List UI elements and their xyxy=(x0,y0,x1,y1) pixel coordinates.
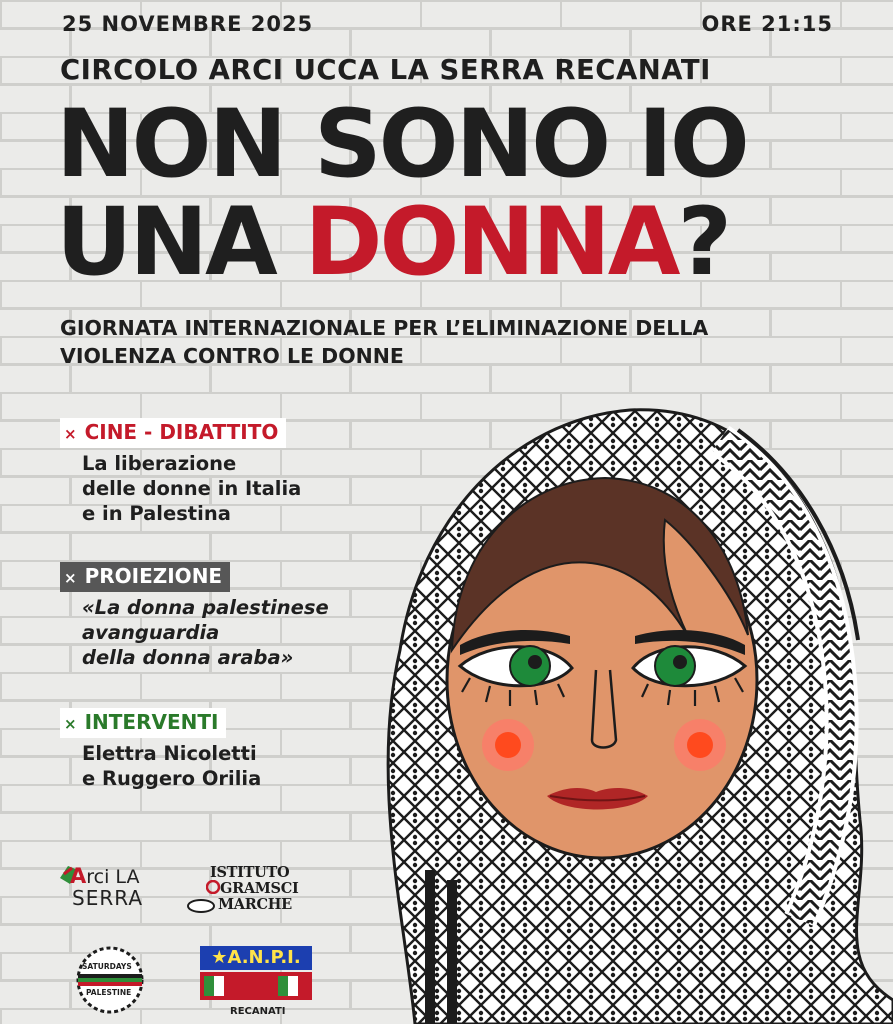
section-3-heading: INTERVENTI xyxy=(84,710,219,734)
arci-la-serra-logo xyxy=(58,862,168,912)
section-1-description xyxy=(82,451,301,526)
gramsci-red-g-icon xyxy=(206,880,220,894)
saturdays-top-text: SATURDAYS xyxy=(82,962,132,971)
event-time: ORE 21:15 xyxy=(701,12,833,36)
anpi-name xyxy=(200,946,312,970)
italian-flag-icon xyxy=(204,976,234,996)
section-1-line: e in Palestina xyxy=(82,502,231,525)
section-2-line: della donna araba» xyxy=(82,646,294,669)
arci-logo-line-2: SERRA xyxy=(72,886,143,910)
section-cine-dibattito xyxy=(60,418,301,526)
event-date: 25 NOVEMBRE 2025 xyxy=(62,12,314,36)
cross-marker-icon: × xyxy=(64,425,77,443)
poster-title xyxy=(56,90,747,297)
section-proiezione xyxy=(60,562,329,670)
section-1-heading: CINE - DIBATTITO xyxy=(84,420,279,444)
istituto-gramsci-marche-logo xyxy=(186,864,306,916)
title-line-2 xyxy=(56,188,747,297)
title-line-1: NON SONO IO xyxy=(56,90,747,199)
section-2-line: avanguardia xyxy=(82,621,220,644)
anpi-name-text: A.N.P.I. xyxy=(227,947,301,968)
italian-flag-icon xyxy=(278,976,308,996)
section-2-line: «La donna palestinese xyxy=(82,596,329,619)
arci-logo-text: rci LA xyxy=(86,866,140,888)
anpi-recanati-logo xyxy=(200,946,314,1024)
section-3-line: e Ruggero Orilia xyxy=(82,767,262,790)
woman-keffiyeh-illustration xyxy=(360,400,893,1024)
section-3-description xyxy=(82,741,261,791)
arci-logo-line-1 xyxy=(70,864,139,888)
anpi-star-icon: ★ xyxy=(211,947,228,968)
gramsci-ellipse-icon xyxy=(186,898,216,914)
saturdays-bottom-text: PALESTINE xyxy=(86,988,132,997)
section-2-heading: PROIEZIONE xyxy=(84,564,223,588)
event-venue: CIRCOLO ARCI UCCA LA SERRA RECANATI xyxy=(60,54,711,86)
title-question-mark: ? xyxy=(677,188,730,297)
gramsci-logo-line-1: ISTITUTO xyxy=(210,864,290,881)
section-3-heading-tag xyxy=(60,708,226,738)
section-1-line: La liberazione xyxy=(82,452,237,475)
anpi-city: RECANATI xyxy=(230,1006,286,1017)
title-highlight-donna: DONNA xyxy=(304,188,678,297)
cross-marker-icon: × xyxy=(64,715,77,733)
subtitle-line-1: GIORNATA INTERNAZIONALE PER L’ELIMINAZIONE DELLA xyxy=(60,316,709,340)
arci-logo-letter-a: A xyxy=(70,864,87,888)
gramsci-logo-line-3: MARCHE xyxy=(218,896,292,913)
section-2-heading-tag xyxy=(60,562,230,592)
saturdays-badge-icon xyxy=(70,944,150,1014)
section-interventi xyxy=(60,708,261,791)
anpi-flag-band xyxy=(200,972,312,1000)
section-1-line: delle donne in Italia xyxy=(82,477,302,500)
section-3-line: Elettra Nicoletti xyxy=(82,742,257,765)
gramsci-logo-line-2: GRAMSCI xyxy=(220,880,299,897)
section-2-description xyxy=(82,595,329,670)
saturdays-for-palestine-logo xyxy=(70,944,150,1014)
subtitle-line-2: VIOLENZA CONTRO LE DONNE xyxy=(60,344,404,368)
poster-subtitle xyxy=(60,314,708,370)
cross-marker-icon: × xyxy=(64,569,77,587)
title-line-2-pre: UNA xyxy=(56,188,305,297)
section-1-heading-tag xyxy=(60,418,286,448)
